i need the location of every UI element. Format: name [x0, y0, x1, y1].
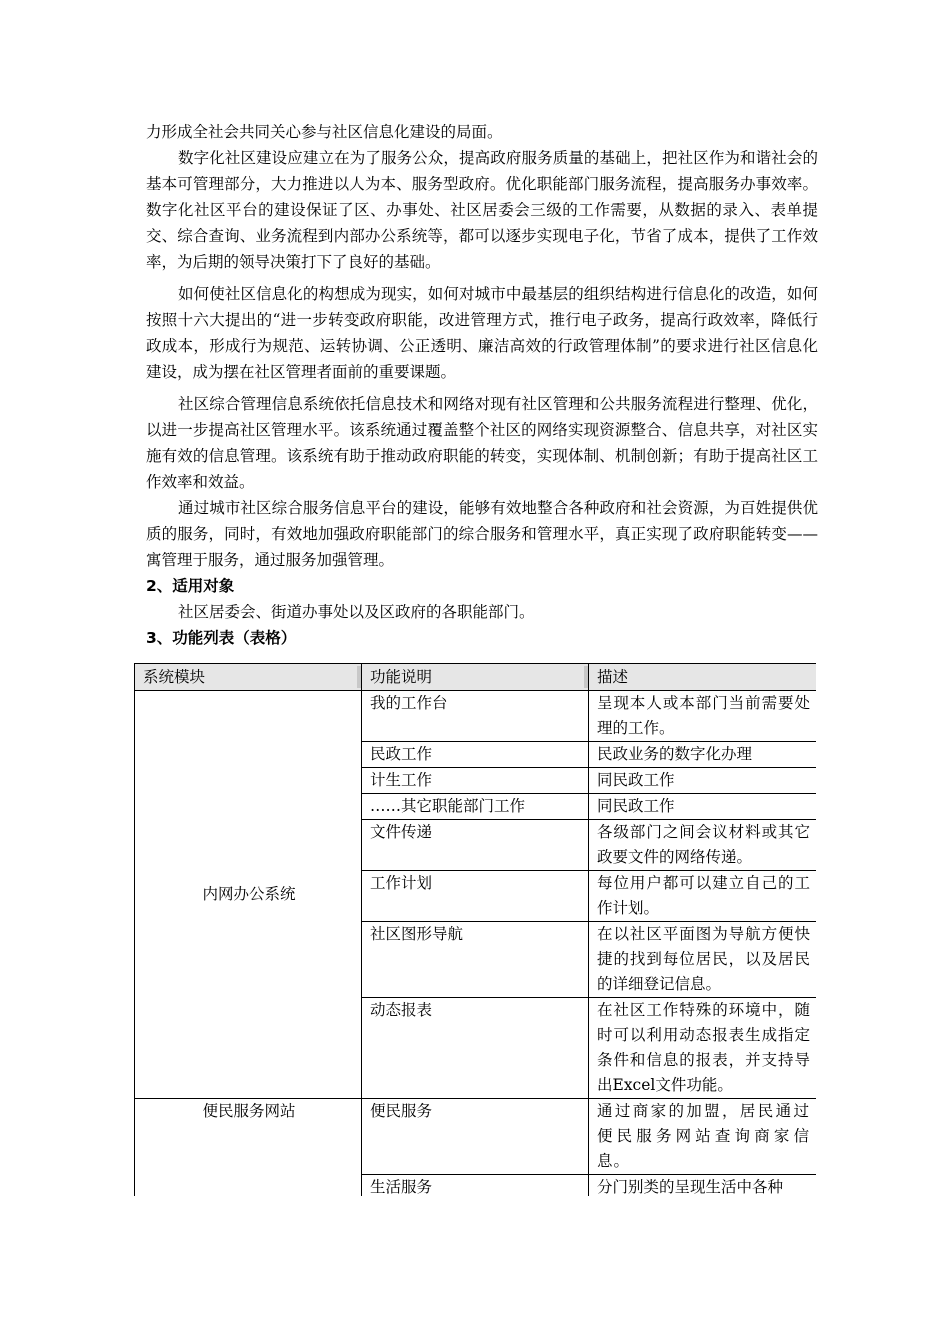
description-cell: 通过商家的加盟，居民通过便民服务网站查询商家信息。 [589, 1099, 817, 1175]
function-cell: 动态报表 [362, 998, 589, 1099]
description-cell: 呈现本人或本部门当前需要处理的工作。 [589, 691, 817, 742]
function-table [134, 663, 816, 1196]
function-cell: ……其它职能部门工作 [362, 794, 589, 820]
paragraph-4: 社区综合管理信息系统依托信息技术和网络对现有社区管理和公共服务流程进行整理、优化，以进一步提高社区管理水平。该系统通过覆盖整个社区的网络实现资源整合、信息共享，对社区实施有效的信息管理。该系统有助于推动政府职能的转变，实现体制、机制创新；有助于提高社区工作效率和效益。 [146, 395, 818, 491]
section-3-heading: 3、功能列表（表格） [146, 629, 297, 647]
function-cell: 计生工作 [362, 768, 589, 794]
function-cell: 生活服务 [362, 1175, 589, 1197]
paragraph-1: 力形成全社会共同关心参与社区信息化建设的局面。 [146, 123, 503, 141]
table-row [135, 691, 817, 742]
header-description: 描述 [589, 664, 817, 691]
module-cell-convenience: 便民服务网站 [135, 1099, 362, 1197]
function-cell: 我的工作台 [362, 691, 589, 742]
function-cell: 工作计划 [362, 871, 589, 922]
description-cell: 各级部门之间会议材料或其它政要文件的网络传递。 [589, 820, 817, 871]
function-cell: 便民服务 [362, 1099, 589, 1175]
section-2-text: 社区居委会、街道办事处以及区政府的各职能部门。 [178, 603, 535, 621]
description-cell: 在社区工作特殊的环境中，随时可以利用动态报表生成指定条件和信息的报表，并支持导出Excel文件功能。 [589, 998, 817, 1099]
paragraph-5: 通过城市社区综合服务信息平台的建设，能够有效地整合各种政府和社会资源，为百姓提供优质的服务，同时，有效地加强政府职能部门的综合服务和管理水平，真正实现了政府职能转变——寓管理于服务，通过服务加强管理。 [146, 499, 818, 569]
function-cell: 民政工作 [362, 742, 589, 768]
header-module: 系统模块 [135, 664, 362, 691]
function-cell: 社区图形导航 [362, 922, 589, 998]
description-cell: 分门别类的呈现生活中各种 [589, 1175, 817, 1197]
module-cell-intranet: 内网办公系统 [135, 691, 362, 1099]
description-cell: 民政业务的数字化办理 [589, 742, 817, 768]
description-cell: 在以社区平面图为导航方便快捷的找到每位居民，以及居民的详细登记信息。 [589, 922, 817, 998]
function-cell: 文件传递 [362, 820, 589, 871]
table-header-row [135, 664, 817, 691]
function-table-container [134, 663, 816, 1196]
description-cell: 每位用户都可以建立自己的工作计划。 [589, 871, 817, 922]
section-2-heading: 2、适用对象 [146, 577, 235, 595]
description-cell: 同民政工作 [589, 794, 817, 820]
description-cell: 同民政工作 [589, 768, 817, 794]
paragraph-3: 如何使社区信息化的构想成为现实，如何对城市中最基层的组织结构进行信息化的改造，如何按照十六大提出的“进一步转变政府职能，改进管理方式，推行电子政务，提高行政效率，降低行政成本，形成行为规范、运转协调、公正透明、廉洁高效的行政管理体制”的要求进行社区信息化建设，成为摆在社区管理者面前的重要课题。 [146, 285, 818, 381]
paragraph-2: 数字化社区建设应建立在为了服务公众，提高政府服务质量的基础上，把社区作为和谐社会的基本可管理部分，大力推进以人为本、服务型政府。优化职能部门服务流程，提高服务办事效率。数字化社区平台的建设保证了区、办事处、社区居委会三级的工作需要，从数据的录入、表单提交、综合查询、业务流程到内部办公系统等，都可以逐步实现电子化，节省了成本，提供了工作效率，为后期的领导决策打下了良好的基础。 [146, 149, 818, 271]
document-body [146, 119, 818, 651]
table-row [135, 1099, 817, 1175]
header-function: 功能说明 [362, 664, 589, 691]
